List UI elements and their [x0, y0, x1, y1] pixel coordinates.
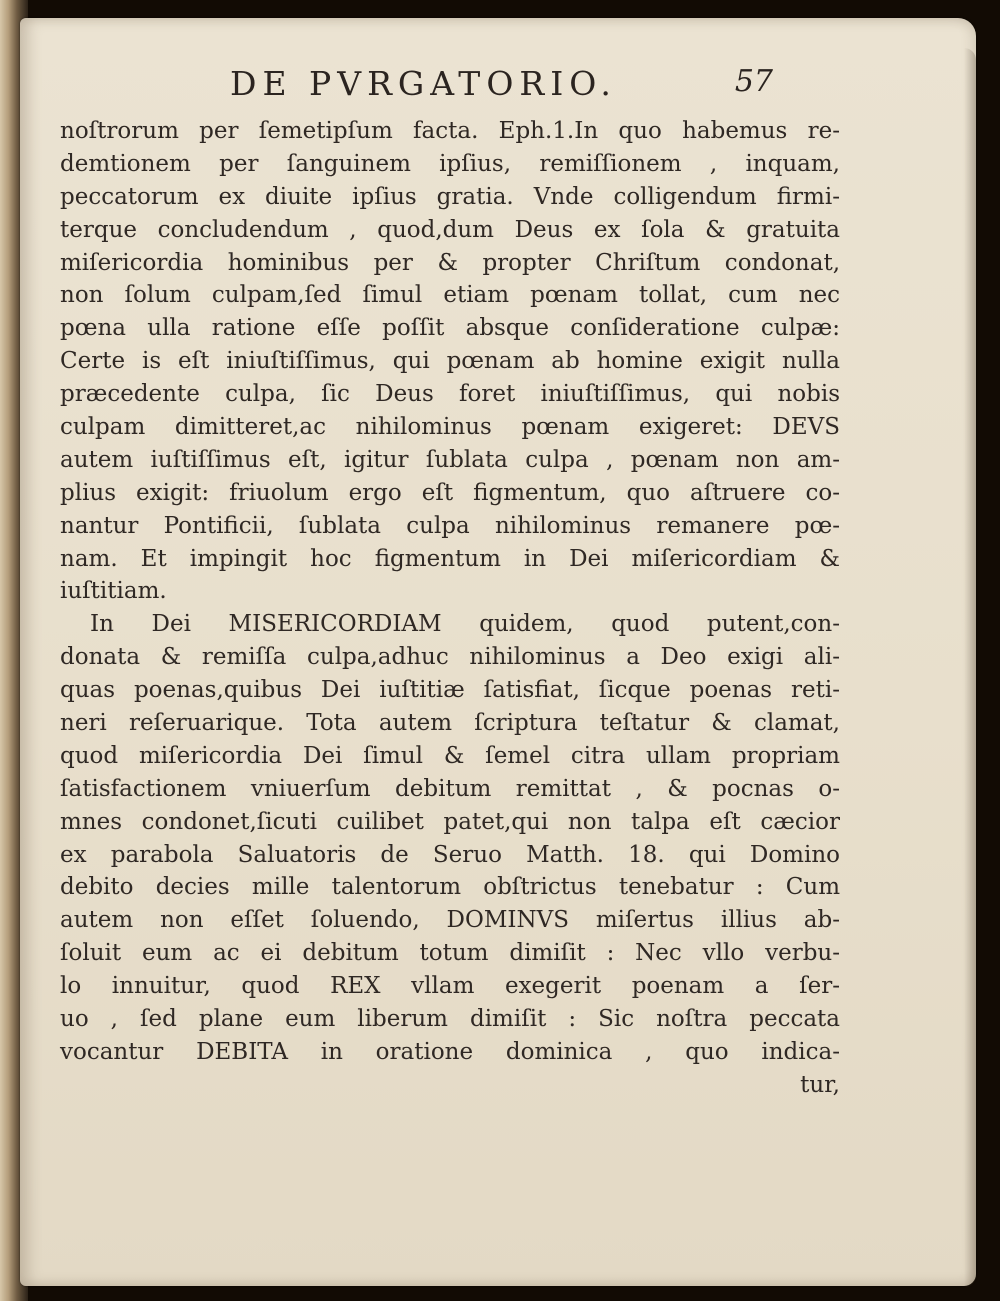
text-line: uo , ſed plane eum liberum dimiſit : Sic noſtra peccata [60, 1006, 840, 1033]
running-title: DE PVRGATORIO. [230, 64, 617, 103]
page-header [208, 64, 773, 114]
text-line: præcedente culpa, ſic Deus foret iniuſtiſſimus, qui nobis [60, 381, 840, 408]
text-line: In Dei MISERICORDIAM quidem, quod putent,con- [90, 611, 840, 638]
text-line: ſoluit eum ac ei debitum totum dimiſit : Nec vllo verbu- [60, 940, 840, 967]
text-line: culpam dimitteret,ac nihilominus pœnam exigeret: DEVS [60, 414, 840, 441]
text-line: iuſtitiam. [60, 578, 167, 605]
body-text [60, 115, 840, 1102]
catchword: tur, [800, 1071, 840, 1098]
text-line: demtionem per ſanguinem ipſius, remiſſionem , inquam, [60, 150, 840, 177]
text-line: nam. Et impingit hoc figmentum in Dei miſericordiam & [60, 545, 840, 572]
page-number: 57 [734, 64, 773, 99]
page-edge-shadow [964, 48, 976, 1288]
text-line: Certe is eſt iniuſtiſſimus, qui pœnam ab homine exigit nulla [60, 348, 840, 375]
text-line: nantur Pontificii, ſublata culpa nihilominus remanere pœ- [60, 512, 840, 539]
text-line: neri reſeruarique. Tota autem ſcriptura teſtatur & clamat, [60, 710, 840, 737]
text-line: pœna ulla ratione eſſe poſſit absque conſideratione culpæ: [60, 315, 840, 342]
text-line: miſericordia hominibus per & propter Chriſtum condonat, [60, 249, 840, 276]
text-line: peccatorum ex diuite ipſius gratia. Vnde colligendum firmi- [60, 183, 840, 210]
text-line: terque concludendum , quod,dum Deus ex ſola & gratuita [60, 216, 840, 243]
text-line: autem iuſtiſſimus eſt, igitur ſublata culpa , pœnam non am- [60, 446, 840, 473]
text-line: non ſolum culpam,ſed ſimul etiam pœnam tollat, cum nec [60, 282, 840, 309]
text-line: donata & remiſſa culpa,adhuc nihilominus a Deo exigi ali- [60, 644, 840, 671]
text-line: plius exigit: friuolum ergo eſt figmentum, quo aſtruere co- [60, 479, 840, 506]
text-line: vocantur DEBITA in oratione dominica , quo indica- [60, 1038, 840, 1065]
text-line: ex parabola Saluatoris de Seruo Matth. 18. qui Domino [60, 841, 840, 868]
text-line: quas poenas,quibus Dei iuſtitiæ ſatisfiat, ſicque poenas reti- [60, 677, 840, 704]
text-line: lo innuitur, quod REX vllam exegerit poenam a ſer- [60, 973, 840, 1000]
text-line: debito decies mille talentorum obſtrictus tenebatur : Cum [60, 874, 840, 901]
text-line: ſatisfactionem vniuerſum debitum remittat , & pocnas o- [60, 775, 840, 802]
text-line: noſtrorum per ſemetipſum facta. Eph.1.In quo habemus re- [60, 118, 840, 144]
text-line: mnes condonet,ſicuti cuilibet patet,qui non talpa eſt cæcior [60, 808, 840, 835]
text-line: autem non eſſet ſoluendo, DOMINVS miſertus illius ab- [60, 907, 840, 934]
text-line: quod miſericordia Dei ſimul & ſemel citra ullam propriam [60, 742, 840, 769]
